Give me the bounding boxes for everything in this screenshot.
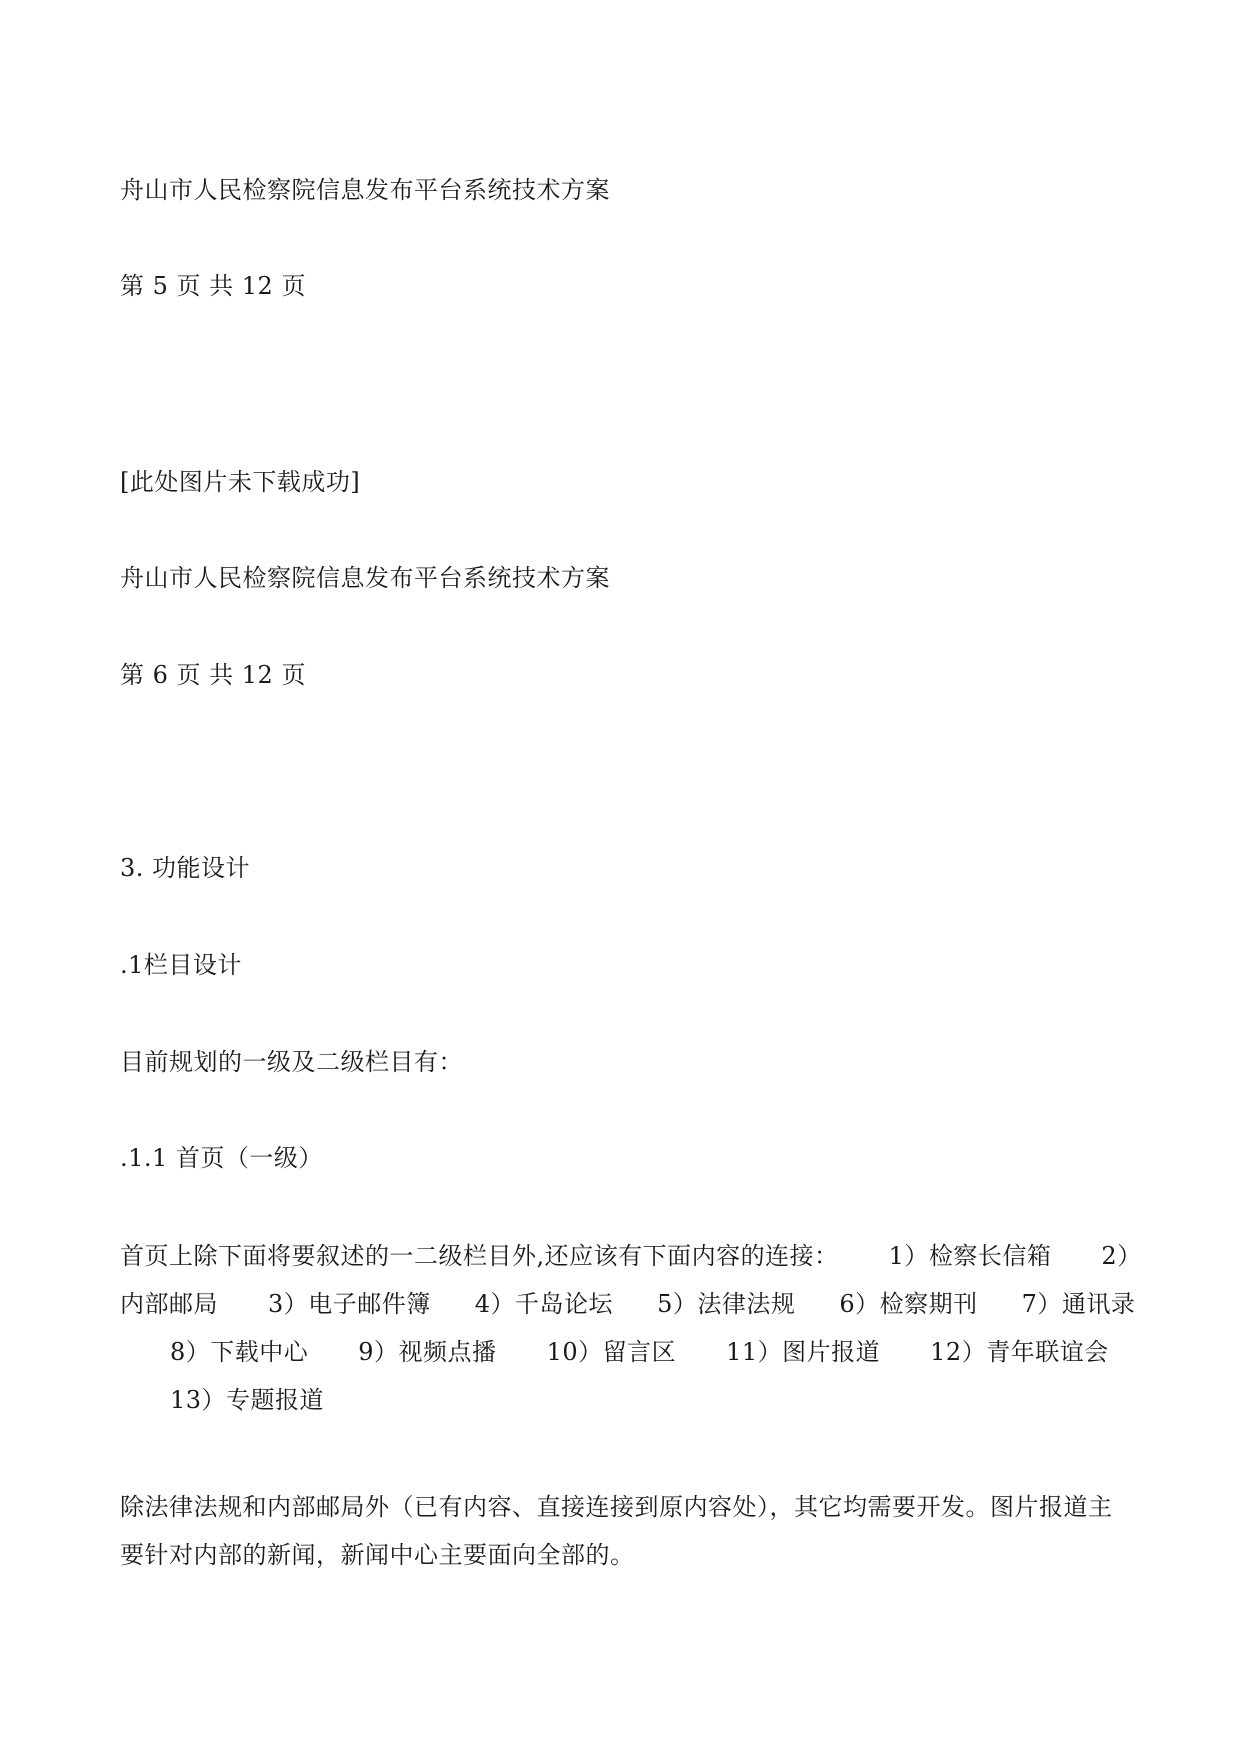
- list-item: 2）内部邮局: [120, 1242, 1130, 1318]
- list-item: 9）视频点播: [358, 1338, 497, 1366]
- subsection-heading: .1栏目设计: [120, 951, 242, 979]
- list-item: 6）检察期刊: [839, 1290, 978, 1318]
- section-heading: 3. 功能设计: [120, 854, 251, 882]
- subsubsection-heading: .1.1 首页（一级）: [120, 1144, 323, 1172]
- list-item: 11）图片报道: [726, 1338, 881, 1366]
- list-item: 4）千岛论坛: [474, 1290, 614, 1318]
- list-item: 8）下载中心: [170, 1338, 309, 1366]
- links-lead: 首页上除下面将要叙述的一二级栏目外,还应该有下面内容的连接：: [120, 1242, 839, 1270]
- list-item: 10）留言区: [546, 1338, 677, 1366]
- page-number-label: 第 6 页 共 12 页: [120, 661, 306, 689]
- closing-paragraph: 除法律法规和内部邮局外（已有内容、直接连接到原内容处），其它均需要开发。图片报道主要针对内部的新闻，新闻中心主要面向全部的。: [120, 1493, 1113, 1569]
- links-paragraph: [120, 1232, 1136, 1424]
- image-placeholder-text: [此处图片未下载成功]: [120, 468, 361, 496]
- list-item: 5）法律法规: [657, 1290, 796, 1318]
- list-item: 12）青年联谊会: [930, 1338, 1109, 1366]
- list-item: 13）专题报道: [170, 1386, 325, 1414]
- list-item: 7）通讯录: [1021, 1290, 1136, 1318]
- list-item: 3）电子邮件簿: [268, 1290, 431, 1318]
- list-item: 1）检察长信箱: [888, 1242, 1052, 1270]
- running-header-title: 舟山市人民检察院信息发布平台系统技术方案: [120, 564, 610, 592]
- intro-text: 目前规划的一级及二级栏目有：: [120, 1048, 463, 1076]
- running-header-title: 舟山市人民检察院信息发布平台系统技术方案: [120, 176, 610, 204]
- page-number-label: 第 5 页 共 12 页: [120, 272, 306, 300]
